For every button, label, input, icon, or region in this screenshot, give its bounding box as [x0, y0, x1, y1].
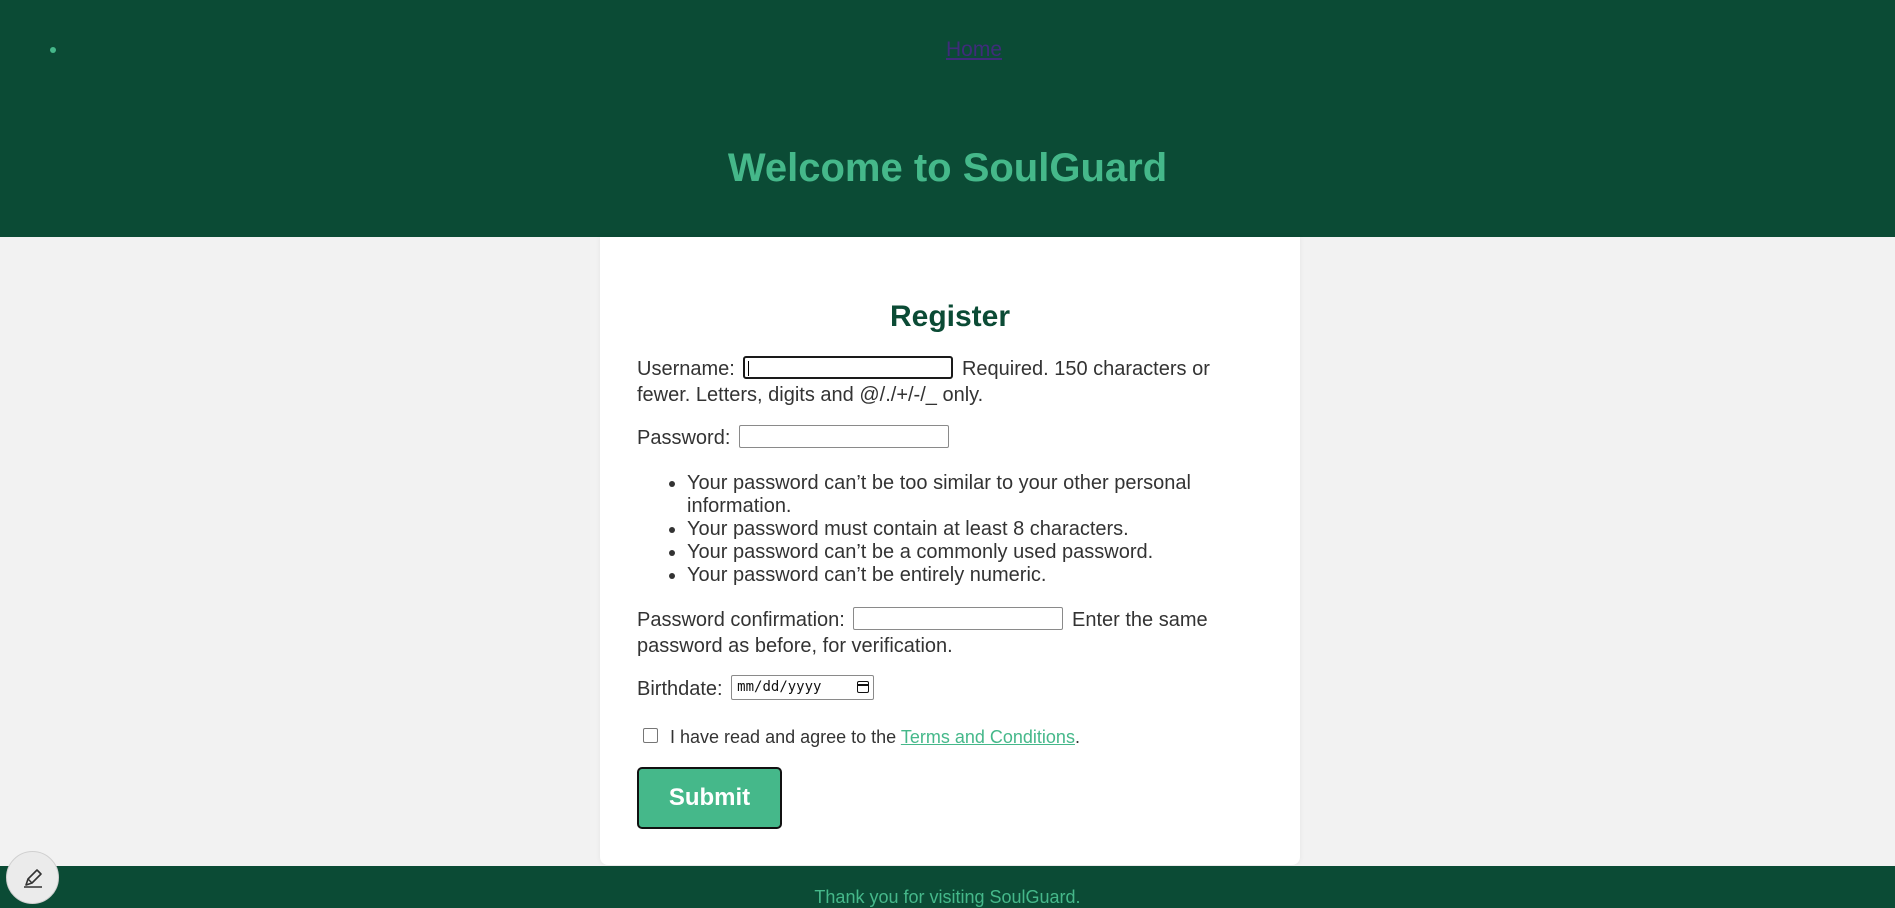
- form-title: Register: [889, 300, 1011, 333]
- password-confirm-help-1: Enter the same: [1072, 609, 1208, 631]
- site-footer: [0, 866, 1895, 908]
- calendar-icon[interactable]: [857, 681, 869, 693]
- feedback-button[interactable]: [6, 851, 59, 904]
- nav-home-link[interactable]: Home: [945, 38, 1003, 61]
- password-label: Password:: [637, 427, 731, 449]
- birthdate-label: Birthdate:: [637, 678, 723, 700]
- password-confirm-label: Password confirmation:: [637, 609, 845, 631]
- terms-suffix: .: [1074, 727, 1080, 747]
- submit-button[interactable]: Submit: [637, 767, 782, 829]
- password-confirm-input[interactable]: [853, 607, 1063, 630]
- password-input[interactable]: [739, 425, 949, 448]
- page-title: Welcome to SoulGuard: [727, 146, 1168, 190]
- password-rule: • Your password can’t be a commonly used password.: [687, 541, 1237, 564]
- password-rules-list: [637, 472, 1237, 587]
- username-help-2: fewer. Letters, digits and @/./+/-/_ only.: [637, 384, 984, 406]
- terms-prefix: I have read and agree to the: [670, 727, 897, 747]
- birthdate-input[interactable]: [731, 675, 874, 700]
- password-rule: • Your password can’t be too similar to your other personal information.: [687, 472, 1237, 518]
- username-label: Username:: [637, 358, 735, 380]
- username-help-1: Required. 150 characters or: [961, 358, 1210, 380]
- password-confirm-help-2: password as before, for verification.: [637, 635, 953, 657]
- pen-icon: [22, 867, 44, 889]
- terms-row: [637, 725, 1237, 749]
- username-row: [637, 356, 1227, 408]
- username-input[interactable]: [743, 356, 953, 379]
- birthdate-row: [637, 676, 1227, 702]
- password-rule: • Your password must contain at least 8 characters.: [687, 518, 1237, 541]
- terms-checkbox[interactable]: [643, 728, 658, 743]
- password-row: [637, 425, 1227, 451]
- terms-link[interactable]: Terms and Conditions: [900, 727, 1075, 747]
- text-caret: [748, 361, 749, 376]
- footer-text: Thank you for visiting SoulGuard.: [814, 887, 1081, 907]
- password-confirm-row: [637, 607, 1227, 659]
- birthdate-placeholder: mm/dd/yyyy: [737, 679, 822, 696]
- site-header: [0, 0, 1895, 237]
- password-rule: • Your password can’t be entirely numeric.: [687, 564, 1237, 587]
